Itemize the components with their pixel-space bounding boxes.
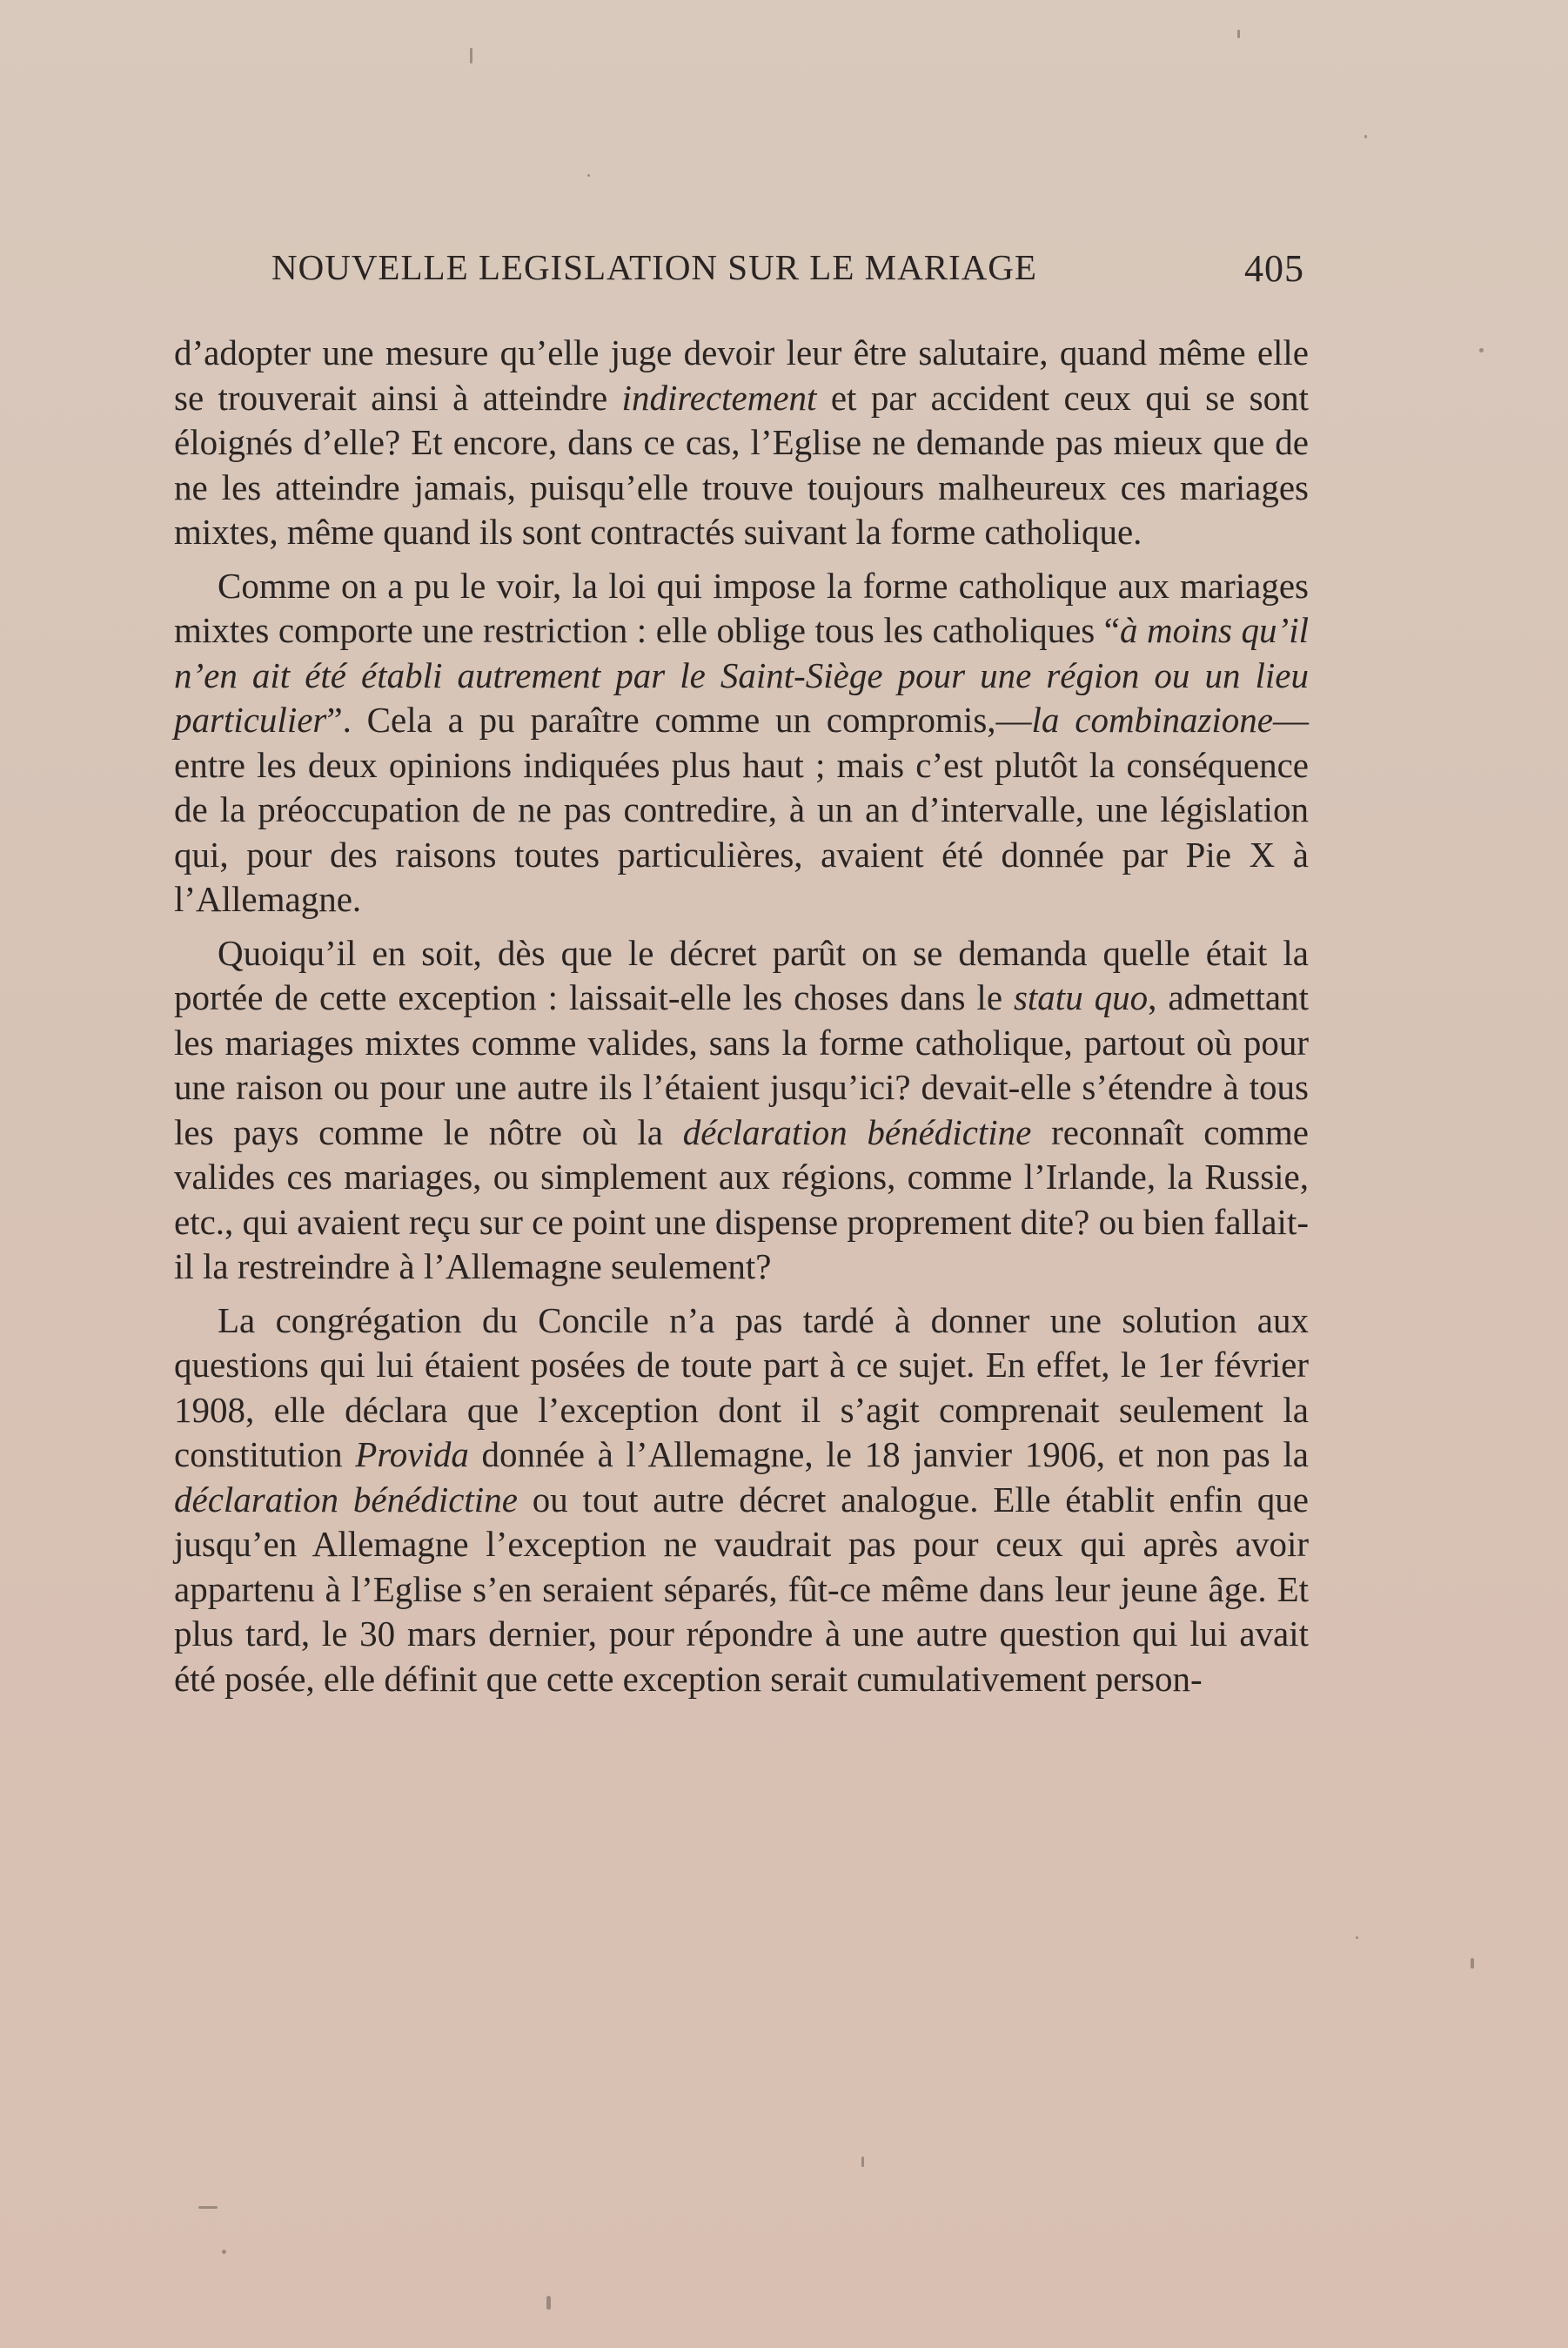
paragraph-2-italic-1: à moins qu’il n’en ait été établi autrement par le Saint-Siège pour une région ou un lieu particulier — [174, 610, 1309, 740]
paragraph-3-text-1: Quoiqu’il en soit, dès que le décret parût on se demanda quelle était la portée de cette exception : laissait-elle les choses dans le — [174, 932, 1309, 1017]
paragraph-1 — [174, 331, 1309, 555]
paragraph-3-text-3: reconnaît comme valides ces mariages, ou simplement aux régions, comme l’Irlande, la Russie, etc., qui avaient reçu sur ce point une dispense proprement dite? ou bien fallait-il la restreindre à l’Allemagne seulement? — [174, 1111, 1309, 1286]
paragraph-3-italic-1: statu quo — [1013, 977, 1149, 1017]
paper-speck — [1471, 1958, 1474, 1969]
paragraph-2-text-3: —entre les deux opinions indiquées plus haut ; mais c’est plutôt la conséquence de la préoccupation de ne pas contredire, à un an d’intervalle, une législation qui, pour des raisons toutes particulières, avaient été donnée par Pie X à l’Allemagne. — [174, 700, 1309, 919]
paper-speck — [1364, 135, 1367, 138]
page-number: 405 — [1244, 247, 1304, 290]
paper-speck — [198, 2206, 218, 2209]
paragraph-2 — [174, 564, 1309, 922]
paragraph-3-text-2: , admettant les mariages mixtes comme valides, sans la forme catholique, partout où pour une raison ou pour une autre ils l’étaient jusqu’ici? devait-elle s’étendre à tous les pays comme le nôtre où la — [174, 977, 1309, 1152]
paragraph-1-text-1: d’adopter une mesure qu’elle juge devoir leur être salutaire, quand même elle se trouverait ainsi à atteindre — [174, 332, 1309, 418]
paper-speck — [470, 48, 472, 64]
paper-speck — [1237, 30, 1240, 38]
paper-speck — [546, 2296, 551, 2310]
paragraph-1-italic-1: indirectement — [621, 377, 817, 418]
paragraph-4-text-1: La congrégation du Concile n’a pas tardé à donner une solution aux questions qui lui étaient posées de toute part à ce sujet. En effet, le 1er février 1908, elle déclara que l’exception dont il s’agit comprenait seulement la constitution — [174, 1299, 1309, 1474]
paragraph-4-text-2: donnée à l’Allemagne, le 18 janvier 1906, et non pas la — [468, 1434, 1309, 1474]
paragraph-4-italic-1: Provida — [355, 1434, 469, 1474]
body-text — [174, 331, 1309, 1701]
paragraph-4 — [174, 1298, 1309, 1702]
paragraph-3-italic-2: déclaration bénédictine — [682, 1111, 1032, 1152]
paragraph-3 — [174, 931, 1309, 1290]
paper-speck — [1479, 348, 1484, 352]
paragraph-2-text-2: ”. Cela a pu paraître comme un compromis,— — [326, 700, 1032, 740]
paper-speck — [1356, 1936, 1358, 1939]
paragraph-2-italic-2: la combinazione — [1031, 700, 1273, 740]
paper-speck — [587, 174, 590, 177]
paper-speck — [861, 2157, 864, 2167]
paragraph-2-text-1: Comme on a pu le voir, la loi qui impose la forme catholique aux mariages mixtes comporte une restriction : elle oblige tous les catholiques “ — [174, 565, 1309, 650]
paper-speck — [222, 2250, 226, 2254]
running-head: NOUVELLE LEGISLATION SUR LE MARIAGE — [271, 247, 1037, 287]
page-header — [271, 239, 1316, 295]
paragraph-4-text-3: ou tout autre décret analogue. Elle établit enfin que jusqu’en Allemagne l’exception ne vaudrait pas pour ceux qui après avoir appartenu à l’Eglise s’en seraient séparés, fût-ce même dans leur jeune âge. Et plus tard, le 30 mars dernier, pour répondre à une autre question qui lui avait été posée, elle définit que cette exception serait cumulativement person- — [174, 1479, 1309, 1699]
paragraph-4-italic-2: déclaration bénédictine — [174, 1479, 518, 1519]
paragraph-1-text-2: et par accident ceux qui se sont éloignés d’elle? Et encore, dans ce cas, l’Eglise ne demande pas mieux que de ne les atteindre jamais, puisqu’elle trouve toujours malheureux ces mariages mixtes, même quand ils sont contractés suivant la forme catholique. — [174, 377, 1309, 552]
